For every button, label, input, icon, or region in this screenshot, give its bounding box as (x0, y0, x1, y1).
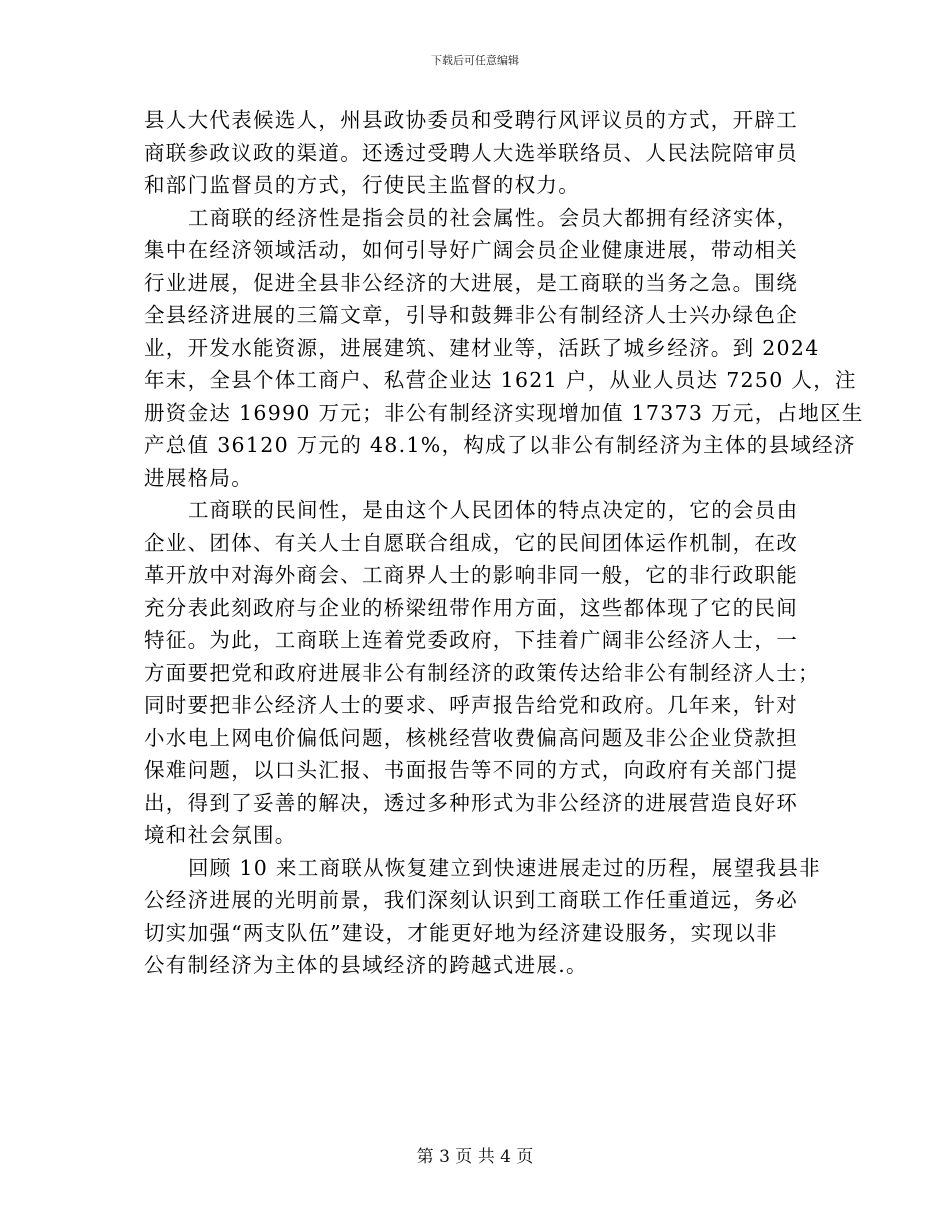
text-line: 册资金达 16990 万元；非公有制经济实现增加值 17373 万元，占地区生 (144, 400, 864, 425)
text-line: 方面要把党和政府进展非公有制经济的政策传达给非公有制经济人士； (144, 660, 820, 685)
text-line: 充分表此刻政府与企业的桥梁纽带作用方面，这些都体现了它的民间 (144, 595, 798, 620)
text-line: 革开放中对海外商会、工商界人士的影响非同一般，它的非行政职能 (144, 563, 798, 587)
text-line: 和部门监督员的方式，行使民主监督的权力。 (144, 173, 580, 197)
text-line: 公有制经济为主体的县域经济的跨越式进展.。 (144, 953, 588, 977)
page-header-note: 下载后可任意编辑 (431, 54, 519, 67)
text-line: 产总值 36120 万元的 48.1%，构成了以非公有制经济为主体的县域经济 (144, 433, 856, 457)
text-line: 公经济进展的光明前景，我们深刻认识到工商联工作任重道远，务必 (144, 888, 798, 912)
paragraph-first-line: 回顾 10 来工商联从恢复建立到快速进展走过的历程，展望我县非 (188, 855, 821, 880)
paragraph-first-line: 工商联的民间性，是由这个人民团体的特点决定的，它的会员由 (188, 498, 799, 522)
text-line: 集中在经济领域活动，如何引导好广阔会员企业健康进展，带动相关 (144, 238, 798, 262)
text-line: 企业、团体、有关人士自愿联合组成，它的民间团体运作机制，在改 (144, 530, 798, 555)
text-line: 县人大代表候选人，州县政协委员和受聘行风评议员的方式，开辟工 (144, 108, 798, 132)
text-line: 出，得到了妥善的解决，透过多种形式为非公经济的进展营造良好环 (144, 790, 798, 815)
paragraph-first-line: 工商联的经济性是指会员的社会属性。会员大都拥有经济实体， (188, 205, 799, 230)
text-line: 行业进展，促进全县非公经济的大进展，是工商联的当务之急。围绕 (144, 270, 798, 295)
text-line: 切实加强“两支队伍”建设，才能更好地为经济建设服务，实现以非 (144, 920, 778, 945)
text-line: 保难问题，以口头汇报、书面报告等不同的方式，向政府有关部门提 (144, 758, 798, 782)
text-line: 境和社会氛围。 (144, 823, 297, 847)
text-line: 特征。为此，工商联上连着党委政府，下挂着广阔非公经济人士，一 (144, 628, 798, 652)
text-line: 商联参政议政的渠道。还透过受聘人大选举联络员、人民法院陪审员 (144, 140, 798, 165)
page-number-footer: 第 3 页 共 4 页 (416, 1147, 534, 1167)
text-line: 进展格局。 (144, 465, 253, 490)
document-body (144, 104, 864, 982)
text-line: 同时要把非公经济人士的要求、呼声报告给党和政府。几年来，针对 (144, 693, 798, 717)
text-line: 业，开发水能资源，进展建筑、建材业等，活跃了城乡经济。到 2024 (144, 335, 820, 360)
text-line: 全县经济进展的三篇文章，引导和鼓舞非公有制经济人士兴办绿色企 (144, 303, 798, 327)
text-line: 年末，全县个体工商户、私营企业达 1621 户，从业人员达 7250 人，注 (144, 368, 857, 392)
text-line: 小水电上网电价偏低问题，核桃经营收费偏高问题及非公企业贷款担 (144, 725, 798, 750)
